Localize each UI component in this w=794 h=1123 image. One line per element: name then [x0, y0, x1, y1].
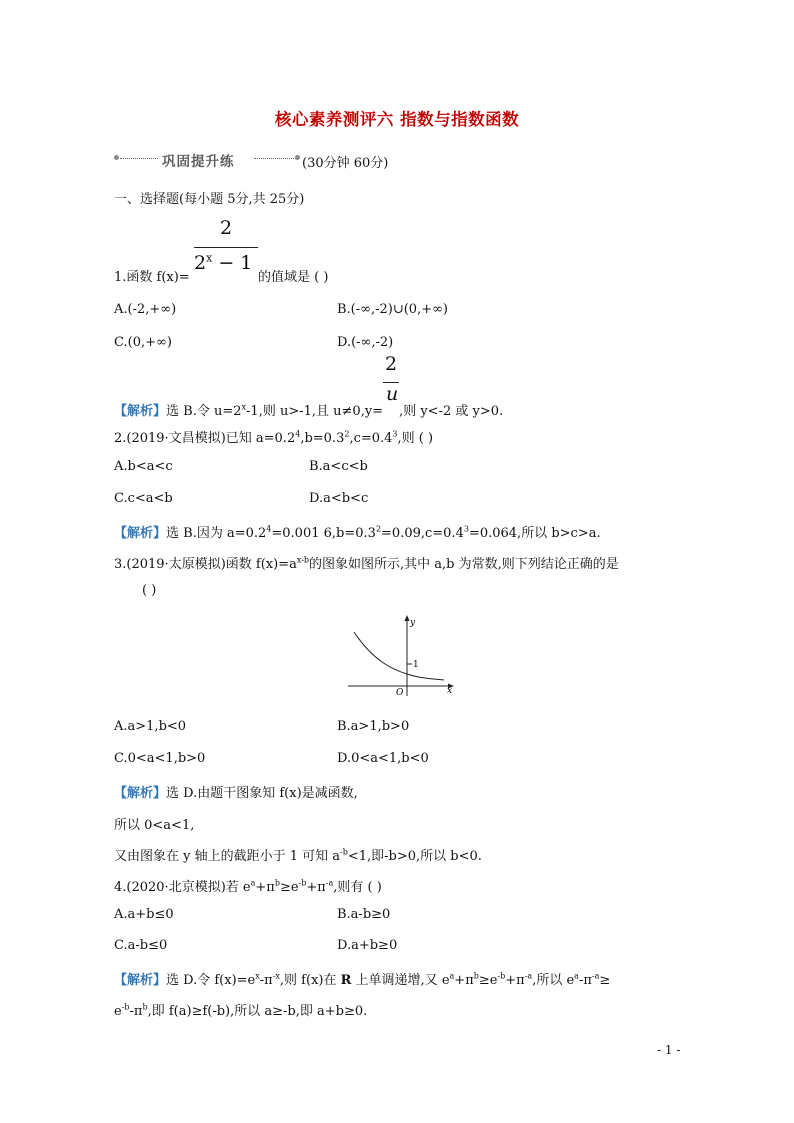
q2-answer-part: =0.001 6,b=0.3 — [271, 526, 376, 541]
q1-answer-sup: x — [241, 402, 247, 412]
graph-x-label: x — [447, 686, 453, 696]
q4-answer-part: ≥ — [599, 973, 611, 988]
q4-answer-sup: a — [574, 971, 579, 981]
page-number: - 1 - — [657, 1043, 681, 1057]
q4-answer-part: ≥e — [478, 973, 498, 988]
q4-stem-part: +π — [306, 880, 326, 895]
q3-stem-part: 3.(2019·太原模拟)函数 f(x)=a — [114, 557, 297, 572]
q4-answer-part: 选 D.令 f(x)=e — [166, 973, 256, 988]
q2-stem-sup: 4 — [295, 429, 301, 439]
q4-stem-sup: a — [250, 878, 256, 888]
answer-tag: 【解析】 — [114, 786, 167, 801]
q1-option-b: B.(-∞,-2)∪(0,+∞) — [337, 302, 449, 317]
q1-answer-fraction-denominator: u — [386, 383, 399, 405]
q3-graph — [344, 612, 460, 698]
q2-option-d: D.a<b<c — [309, 491, 369, 506]
q4-answer-part: -π — [578, 973, 592, 988]
banner-label: 巩固提升练 — [162, 154, 235, 170]
q3-answer-sup: -b — [340, 847, 348, 857]
q2-stem-sup: 2 — [344, 429, 350, 439]
q4-answer-sup: -a — [591, 971, 600, 981]
time-limit: (30分钟 60分) — [302, 156, 389, 171]
q4-answer-line-2 — [114, 1000, 367, 1019]
answer-tag: 【解析】 — [114, 526, 167, 541]
q4-answer-sup: a — [449, 971, 455, 981]
q4-answer-part: e — [114, 1004, 122, 1019]
q3-answer-part: <1,即-b>0,所以 b<0. — [347, 849, 482, 864]
q2-option-c: C.c<a<b — [114, 491, 173, 506]
q4-answer-part: ,即 f(a)≥f(-b),所以 a≥-b,即 a+b≥0. — [147, 1004, 368, 1019]
q2-option-b: B.a<c<b — [309, 459, 368, 474]
q4-answer-sup: b — [142, 1002, 148, 1012]
q3-stem-part: 的图象如图所示,其中 a,b 为常数,则下列结论正确的是 — [309, 557, 619, 572]
banner-dot-left — [114, 155, 119, 160]
q4-answer-part: +π — [505, 973, 525, 988]
graph-tick-label: 1 — [413, 660, 419, 670]
q4-stem-part: ,则有 ( ) — [333, 880, 382, 895]
banner-rule-right — [254, 158, 296, 159]
q1-answer — [114, 400, 503, 419]
q4-answer-part: -π — [259, 973, 273, 988]
banner-rule-left — [120, 158, 158, 159]
q4-answer-sup: x — [255, 971, 260, 981]
q2-stem — [114, 427, 433, 446]
q4-answer-part: ,则 f(x)在 — [279, 973, 341, 988]
q1-fraction-numerator: 2 — [220, 217, 233, 239]
q3-option-b: B.a>1,b>0 — [337, 719, 410, 734]
q1-den-base: 2 — [194, 252, 207, 274]
q3-answer-line-2: 所以 0<a<1, — [114, 818, 195, 833]
q4-option-c: C.a-b≤0 — [114, 938, 168, 953]
q3-answer-line-1 — [114, 782, 358, 801]
banner-dot-right — [295, 155, 300, 160]
section-heading: 一、选择题(每小题 5分,共 25分) — [114, 192, 305, 207]
q4-answer-part: -π — [129, 1004, 143, 1019]
q4-stem-sup: -a — [325, 878, 334, 888]
answer-tag: 【解析】 — [114, 404, 167, 419]
q4-answer-part: 上单调递增,又 e — [351, 973, 450, 988]
q4-answer-line-1 — [114, 969, 610, 988]
q3-option-a: A.a>1,b<0 — [114, 719, 187, 734]
q3-stem-sup: x-b — [296, 555, 310, 565]
q3-answer-text: 选 D.由题干图象知 f(x)是减函数, — [166, 786, 358, 801]
q3-stem — [114, 553, 619, 572]
q2-stem-part: 2.(2019·文昌模拟)已知 a=0.2 — [114, 431, 296, 446]
q2-answer-part: =0.09,c=0.4 — [381, 526, 464, 541]
page-title: 核心素养测评六 指数与指数函数 — [274, 110, 520, 129]
q2-answer-part: 选 B.因为 a=0.2 — [166, 526, 267, 541]
q4-answer-sup: -b — [121, 1002, 130, 1012]
q4-option-d: D.a+b≥0 — [337, 938, 398, 953]
q2-option-a: A.b<a<c — [114, 459, 173, 474]
q4-answer-sup: -b — [497, 971, 506, 981]
q4-answer-part: ,所以 e — [532, 973, 575, 988]
q1-answer-part: 选 B.令 u=2 — [166, 404, 242, 419]
q2-stem-part: ,则 ( ) — [397, 431, 434, 446]
q4-stem-sup: b — [274, 878, 280, 888]
q4-stem-sup: -b — [298, 878, 307, 888]
q4-stem — [114, 876, 382, 895]
q2-answer-sup: 3 — [463, 524, 469, 534]
q2-answer-sup: 2 — [375, 524, 382, 534]
q2-answer-sup: 4 — [266, 524, 272, 534]
q1-option-a: A.(-2,+∞) — [114, 302, 177, 317]
q1-fraction-bar — [194, 247, 258, 248]
q1-answer-part: -1,则 u>-1,且 u≠0,y= — [246, 404, 384, 419]
q1-stem-prefix: 1.函数 f(x)= — [114, 270, 190, 285]
q2-answer — [114, 522, 601, 541]
graph-decay-curve — [354, 632, 444, 680]
q4-option-b: B.a-b≥0 — [337, 907, 391, 922]
graph-y-label: y — [410, 618, 416, 628]
q4-stem-part: ≥e — [279, 880, 299, 895]
q2-stem-part: ,c=0.4 — [349, 431, 393, 446]
q1-fraction-denominator — [194, 252, 252, 274]
q4-answer-sup: -a — [524, 971, 533, 981]
q4-answer-sup: b — [473, 971, 479, 981]
q2-stem-sup: 3 — [392, 429, 398, 439]
q3-answer-paren: ( ) — [142, 583, 157, 598]
q1-stem-suffix: 的值域是 ( ) — [258, 270, 329, 285]
q4-answer-R: R — [340, 973, 352, 988]
q1-option-d: D.(-∞,-2) — [337, 335, 394, 350]
q1-option-c: C.(0,+∞) — [114, 335, 172, 350]
graph-y-arrow — [405, 615, 410, 621]
q4-option-a: A.a+b≤0 — [114, 907, 174, 922]
q2-answer-part: =0.064,所以 b>c>a. — [468, 526, 601, 541]
q1-answer-fraction-numerator: 2 — [385, 353, 398, 375]
q4-stem-part: +π — [255, 880, 275, 895]
q3-option-d: D.0<a<1,b<0 — [337, 751, 429, 766]
q1-den-rest: − 1 — [212, 252, 253, 274]
q1-den-exp: x — [206, 251, 213, 265]
q3-answer-line-3 — [114, 845, 482, 864]
q1-answer-part: ,则 y<-2 或 y>0. — [399, 404, 504, 419]
q3-option-c: C.0<a<1,b>0 — [114, 751, 206, 766]
answer-tag: 【解析】 — [114, 973, 167, 988]
q4-stem-part: 4.(2020·北京模拟)若 e — [114, 880, 251, 895]
q2-stem-part: ,b=0.3 — [300, 431, 345, 446]
q4-answer-sup: -x — [272, 971, 280, 981]
q3-answer-part: 又由图象在 y 轴上的截距小于 1 可知 a — [114, 849, 341, 864]
graph-origin-label: O — [396, 688, 404, 698]
q4-answer-part: +π — [454, 973, 474, 988]
